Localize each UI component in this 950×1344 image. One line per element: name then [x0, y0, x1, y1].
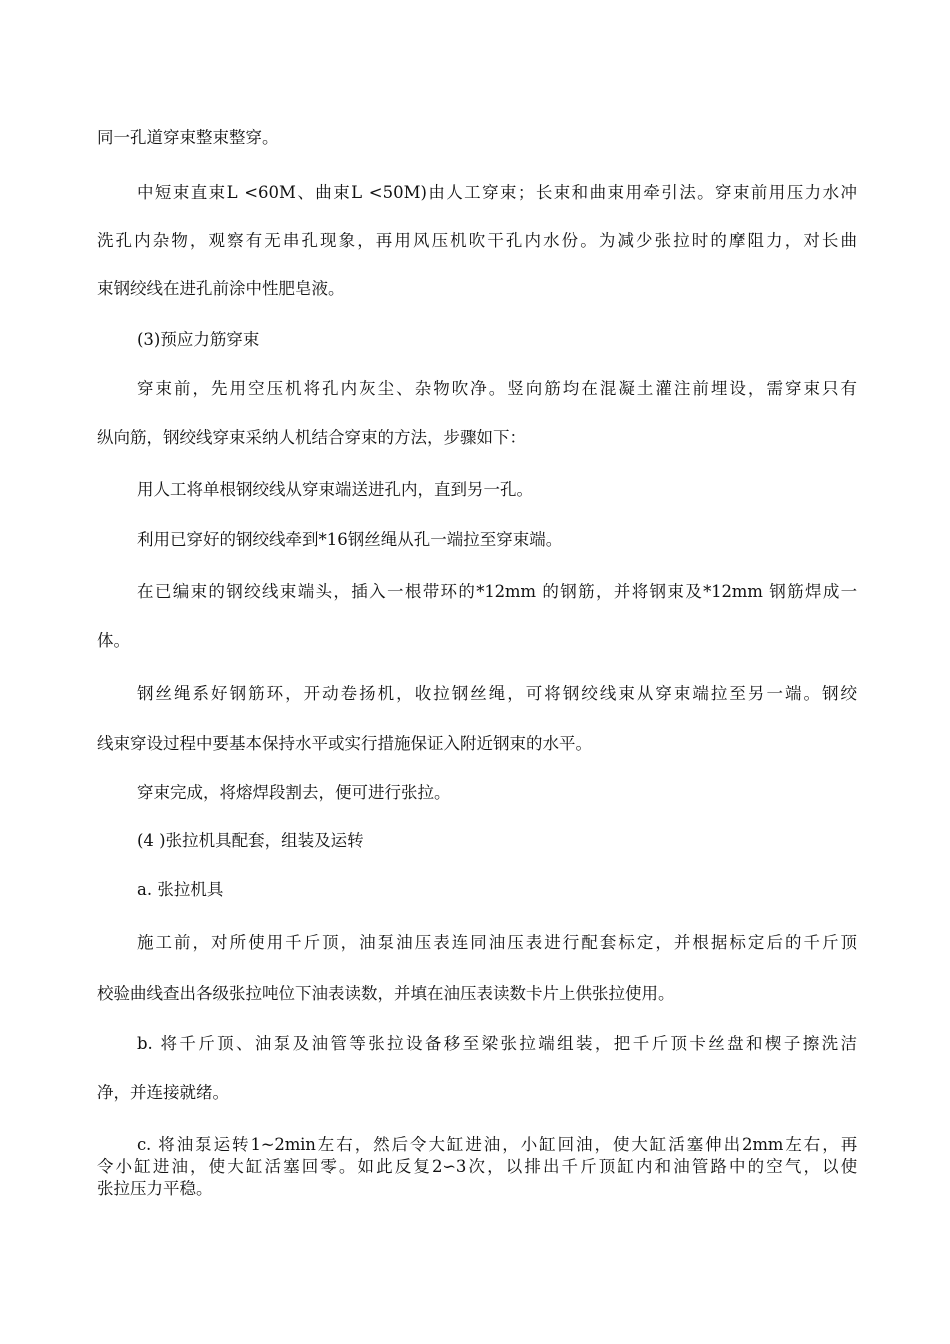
paragraph-line: 利用已穿好的钢绞线牵到*16钢丝绳从孔一端拉至穿束端。: [137, 530, 563, 549]
paragraph-line: 洗孔内杂物，观察有无串孔现象，再用风压机吹干孔内水份。为减少张拉时的摩阻力，对长曲: [97, 231, 857, 250]
paragraph-line: 钢丝绳系好钢筋环，开动卷扬机，收拉钢丝绳，可将钢绞线束从穿束端拉至另一端。钢绞: [137, 684, 857, 703]
paragraph-line: b. 将千斤顶、油泵及油管等张拉设备移至梁张拉端组装，把千斤顶卡丝盘和楔子擦洗洁: [137, 1034, 857, 1053]
paragraph-line: 令小缸进油，使大缸活塞回零。如此反复2∽3次，以排出千斤顶缸内和油管路中的空气，以使: [97, 1157, 857, 1176]
sub-heading: a. 张拉机具: [137, 880, 224, 899]
paragraph-line: 张拉压力平稳。: [97, 1179, 213, 1198]
paragraph-line: 体。: [97, 631, 130, 650]
paragraph-line: 同一孔道穿束整束整穿。: [97, 128, 279, 147]
paragraph-line: 穿束完成，将熔焊段割去，便可进行张拉。: [137, 783, 451, 802]
paragraph-line: 用人工将单根钢绞线从穿束端送进孔内，直到另一孔。: [137, 480, 533, 499]
paragraph-line: 净，并连接就绪。: [97, 1083, 229, 1102]
paragraph-line: 校验曲线查出各级张拉吨位下油表读数，并填在油压表读数卡片上供张拉使用。: [97, 984, 675, 1003]
section-heading: (3)预应力筋穿束: [137, 330, 260, 349]
section-heading: (4 )张拉机具配套，组装及运转: [137, 831, 364, 850]
paragraph-line: 穿束前，先用空压机将孔内灰尘、杂物吹净。竖向筋均在混凝土灌注前埋设，需穿束只有: [137, 379, 857, 398]
paragraph-line: 纵向筋，钢绞线穿束采纳人机结合穿束的方法，步骤如下：: [97, 428, 526, 447]
paragraph-line: 中短束直束L <60M、曲束L <50M)由人工穿束；长束和曲束用牵引法。穿束前用压力水冲: [137, 183, 857, 202]
paragraph-line: c. 将油泵运转1~2min左右，然后令大缸进油，小缸回油，使大缸活塞伸出2mm左右，再: [137, 1135, 857, 1154]
paragraph-line: 线束穿设过程中要基本保持水平或实行措施保证入附近钢束的水平。: [97, 734, 592, 753]
paragraph-line: 在已编束的钢绞线束端头，插入一根带环的*12mm 的钢筋，并将钢束及*12mm 钢筋焊成一: [137, 582, 857, 601]
paragraph-line: 施工前，对所使用千斤顶，油泵油压表连同油压表进行配套标定，并根据标定后的千斤顶: [137, 933, 857, 952]
paragraph-line: 束钢绞线在进孔前涂中性肥皂液。: [97, 279, 345, 298]
